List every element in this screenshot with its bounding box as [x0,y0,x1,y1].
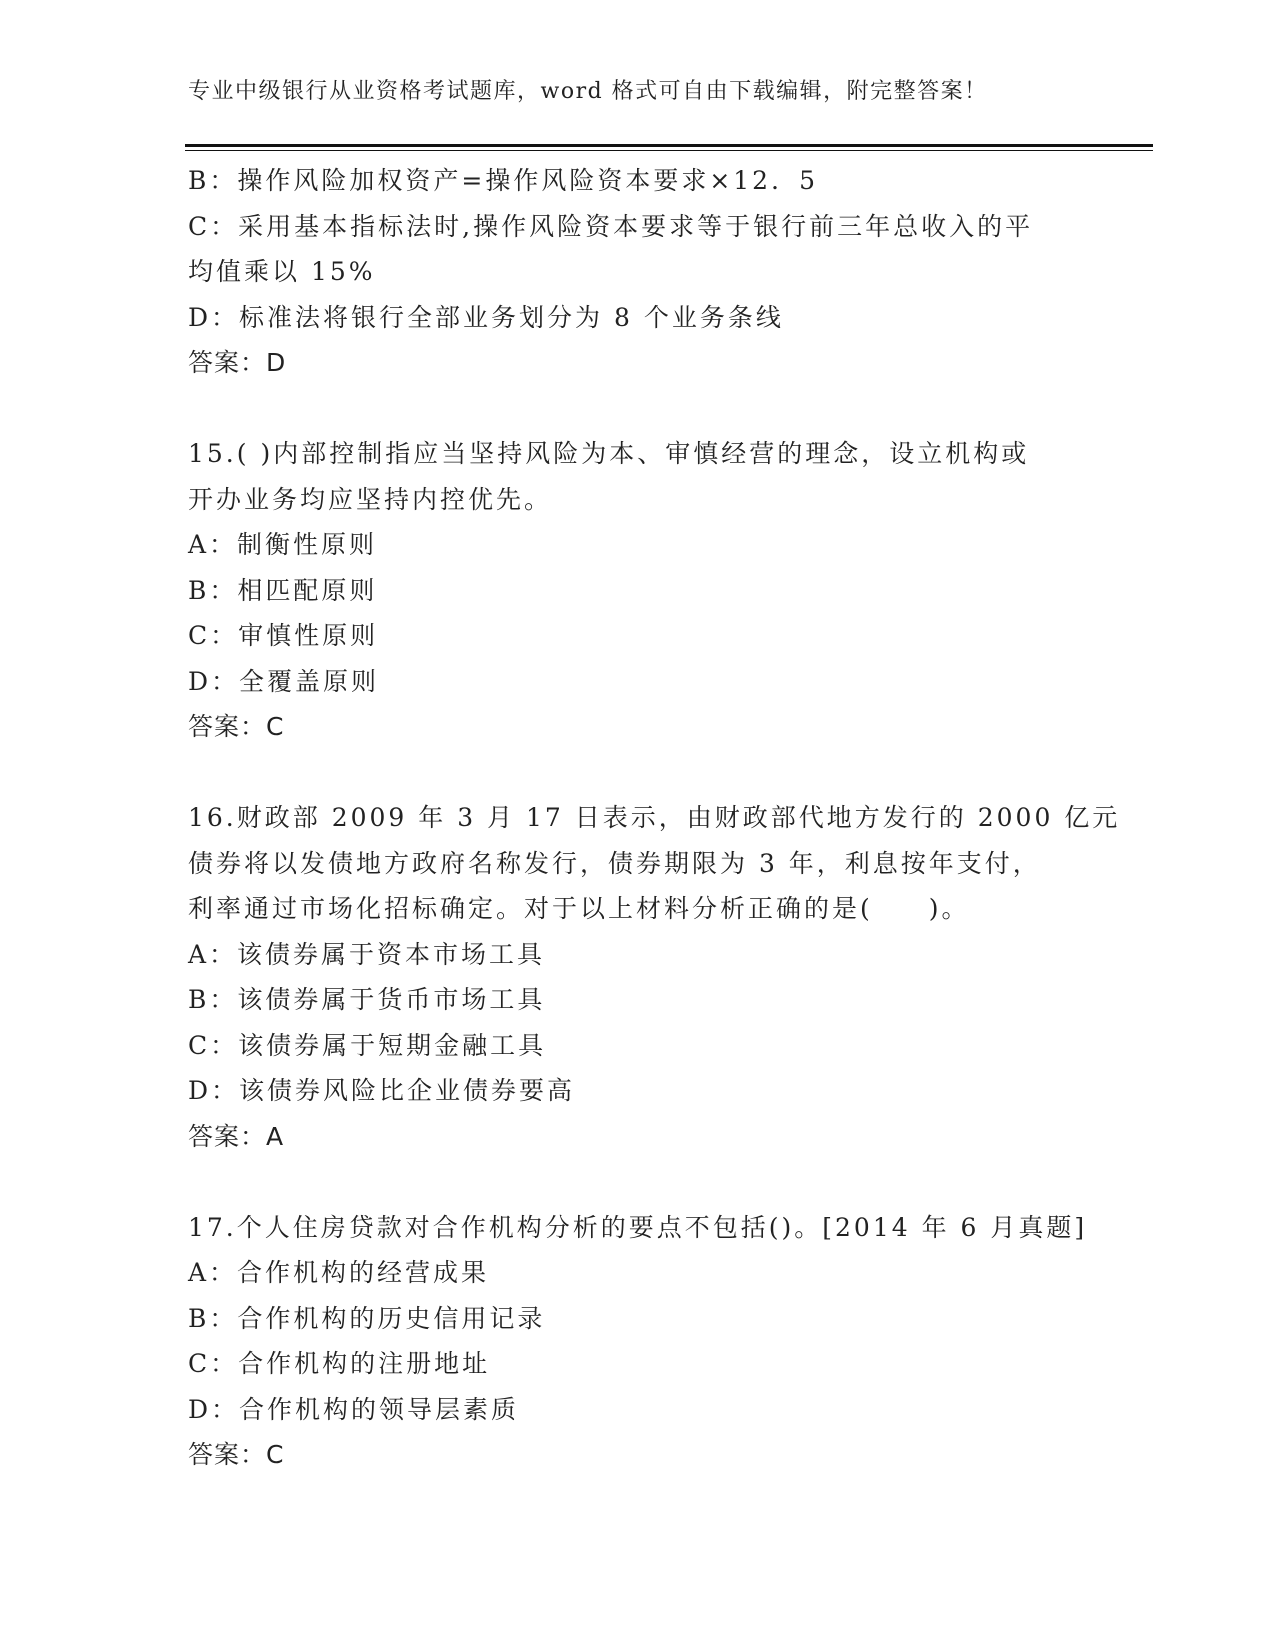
question-16 [188,795,1121,1159]
question-17 [188,1205,1088,1478]
option-d: D：全覆盖原则 [188,666,380,696]
option-a: A：该债券属于资本市场工具 [188,939,546,969]
question-content [188,158,1121,1478]
option-b: B：该债券属于货币市场工具 [188,985,546,1014]
option-d: D：合作机构的领导层素质 [188,1394,520,1424]
answer: 答案：A [188,1121,285,1151]
question-stem-continued: 利率通过市场化招标确定。对于以上材料分析正确的是( )。 [188,894,970,923]
question-stem: 17.个人住房贷款对合作机构分析的要点不包括()。[2014 年 6 月真题] [188,1212,1088,1242]
option-c-continued: 均值乘以 15% [188,257,376,286]
answer: 答案：C [188,712,285,741]
option-b: B：合作机构的历史信用记录 [188,1303,546,1333]
option-c: C：该债券属于短期金融工具 [188,1030,547,1060]
question-14 [188,158,1088,386]
header-rule-thick [185,144,1153,147]
option-c: C：采用基本指标法时,操作风险资本要求等于银行前三年总收入的平 [188,211,1034,241]
header-rule-thin [185,150,1153,151]
question-stem: 15.( )内部控制指应当坚持风险为本、审慎经营的理念，设立机构或 [188,439,1030,468]
page-header: 专业中级银行从业资格考试题库，word 格式可自由下载编辑，附完整答案！ [188,79,988,104]
answer: 答案：C [188,1440,285,1469]
question-stem: 16.财政部 2009 年 3 月 17 日表示，由财政部代地方发行的 2000 亿元 [188,803,1121,832]
question-stem-continued: 开办业务均应坚持内控优先。 [188,484,553,514]
option-d: D：标准法将银行全部业务划分为 8 个业务条线 [188,302,784,332]
option-b: B：相匹配原则 [188,575,378,605]
answer: 答案：D [188,348,287,377]
option-a: A：合作机构的经营成果 [188,1258,490,1287]
option-c: C：审慎性原则 [188,621,379,650]
question-stem-continued: 债券将以发债地方政府名称发行，债券期限为 3 年，利息按年支付， [188,848,1041,878]
option-b: B：操作风险加权资产=操作风险资本要求×12．5 [188,166,818,195]
option-c: C：合作机构的注册地址 [188,1349,491,1378]
question-15 [188,431,1088,750]
option-d: D：该债券风险比企业债券要高 [188,1076,576,1105]
option-a: A：制衡性原则 [188,530,378,559]
